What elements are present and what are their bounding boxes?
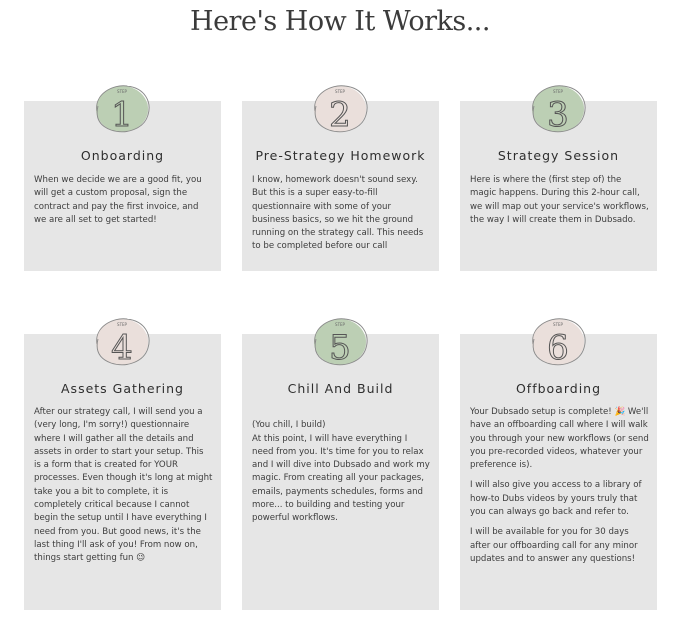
step-badge-3	[527, 84, 589, 134]
page-title: Here's How It Works...	[190, 6, 490, 37]
step-description	[34, 174, 213, 234]
step-label: STEP	[117, 322, 127, 327]
step-label: STEP	[553, 89, 563, 94]
step-circle-icon	[309, 317, 371, 367]
step-card-4	[24, 334, 221, 610]
step-badge-2	[309, 84, 371, 134]
step-number: 2	[329, 95, 351, 135]
step-label: STEP	[553, 322, 563, 327]
step-circle-icon	[527, 317, 589, 367]
step-card-5	[242, 334, 439, 610]
step-label: STEP	[335, 322, 345, 327]
step-description	[252, 406, 431, 546]
step-paragraph: I know, homework doesn't sound sexy. But this is a super easy-to-fill questionnaire with some of your business basics, so we hit the ground running on the strategy call. This needs to be completed before our call	[252, 175, 424, 252]
step-badge-6	[527, 317, 589, 367]
step-paragraph: (You chill, I build) At this point, I will have everything I need from you. It's time for you to relax and I will dive into Dubsado and work my magic. From creating all your packages, emails, payments schedules, forms and more... to building and testing your powerful workflows.	[252, 420, 430, 524]
step-paragraph: Your Dubsado setup is complete! 🎉 We'll have an offboarding call where I will walk you through your new workflows (or send you pre-recorded videos, whatever your preference is).	[470, 407, 649, 471]
step-paragraph: When we decide we are a good fit, you will get a custom proposal, sign the contract and pay the first invoice, and we are all set to get started!	[34, 175, 202, 225]
step-title: Offboarding	[515, 381, 602, 396]
step-circle-icon	[91, 317, 153, 367]
step-badge-4	[91, 317, 153, 367]
step-circle-icon	[527, 84, 589, 134]
step-circle-icon	[91, 84, 153, 134]
step-description	[34, 406, 213, 573]
step-title: Strategy Session	[497, 148, 620, 163]
step-title: Assets Gathering	[61, 381, 184, 396]
step-paragraph: I will also give you access to a library of how-to Dubs videos by yours truly that you can always go back and refer to.	[470, 480, 642, 518]
step-number: 1	[111, 95, 133, 135]
step-label: STEP	[335, 89, 345, 94]
step-badge-1	[91, 84, 153, 134]
step-number: 5	[329, 328, 351, 368]
step-description	[470, 406, 649, 573]
step-paragraph: Here is where the (first step of) the magic happens. During this 2-hour call, we will map out your service's workflows, the way I will create them in Dubsado.	[470, 175, 649, 225]
step-label: STEP	[117, 89, 127, 94]
step-paragraph: I will be available for you for 30 days after our offboarding call for any minor updates and to answer any questions!	[470, 527, 638, 564]
step-title: Pre-Strategy Homework	[255, 148, 426, 163]
step-title: Chill And Build	[287, 381, 394, 396]
step-card-6	[460, 334, 657, 610]
step-paragraph: After our strategy call, I will send you a (very long, I'm sorry!) questionnaire where I will gather all the details and assets in order to start your setup. This is a form that is created for YOUR processes. Even though it's long at might take you a bit to complete, it is completely critical because I cannot begin the setup until I have everything I need from you. But good news, it's the last thing I'll ask of you! From now on, things start getting fun 😉	[34, 407, 213, 564]
step-number: 3	[547, 95, 569, 135]
step-title: Onboarding	[80, 148, 165, 163]
step-number: 4	[111, 328, 133, 368]
step-description	[470, 174, 649, 234]
step-description	[252, 174, 431, 261]
step-circle-icon	[309, 84, 371, 134]
step-number: 6	[547, 328, 569, 368]
step-badge-5	[309, 317, 371, 367]
